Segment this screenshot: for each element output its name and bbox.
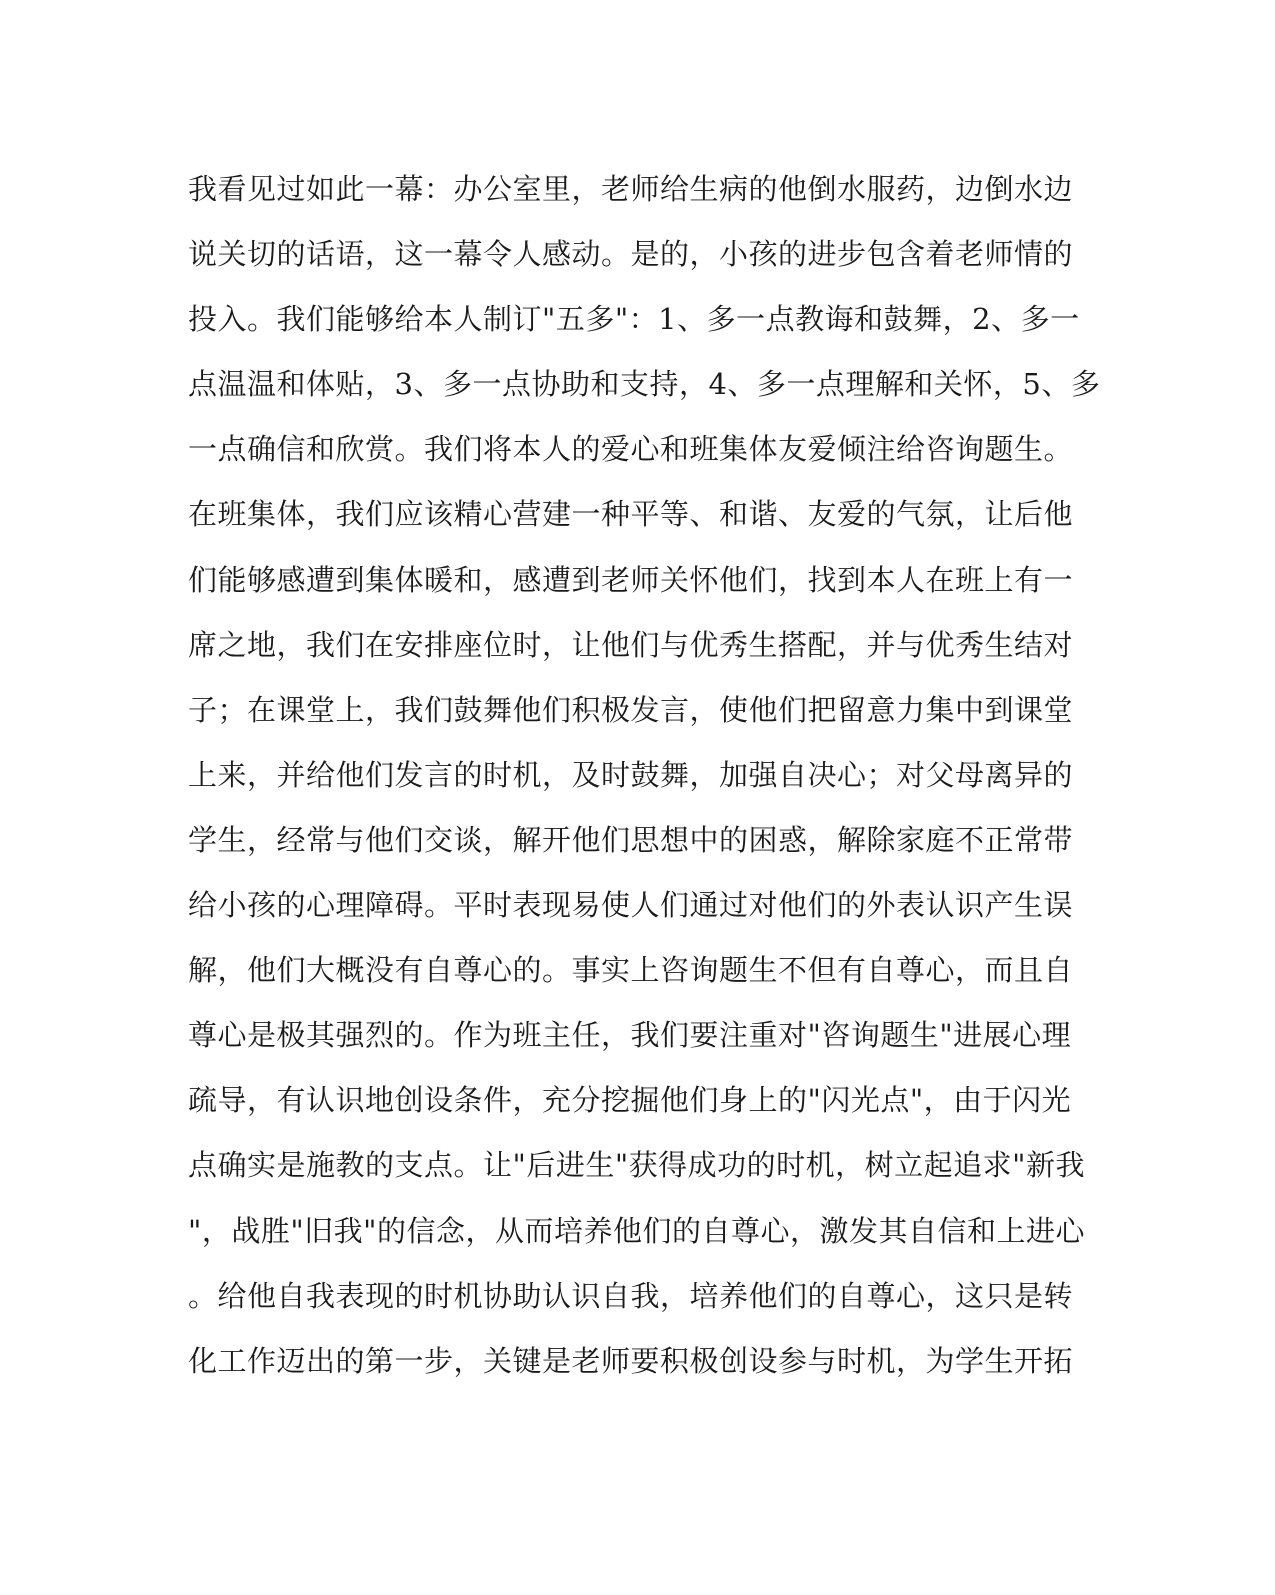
text-line: 子；在课堂上，我们鼓舞他们积极发言，使他们把留意力集中到课堂 xyxy=(188,692,1074,727)
text-line: 化工作迈出的第一步，关键是老师要积极创设参与时机，为学生开拓 xyxy=(188,1343,1074,1378)
text-line: 疏导，有认识地创设条件，充分挖掘他们身上的"闪光点"，由于闪光 xyxy=(188,1083,1072,1118)
text-line: 们能够感遭到集体暖和，感遭到老师关怀他们，找到本人在班上有一 xyxy=(188,562,1074,597)
text-line: 给小孩的心理障碍。平时表现易使人们通过对他们的外表认识产生误 xyxy=(188,888,1074,923)
text-line: "，战胜"旧我"的信念，从而培养他们的自尊心，激发其自信和上进心 xyxy=(188,1213,1086,1248)
text-line: 一点确信和欣赏。我们将本人的爱心和班集体友爱倾注给咨询题生。 xyxy=(188,432,1074,467)
text-line: 说关切的话语，这一幕令人感动。是的，小孩的进步包含着老师情的 xyxy=(188,237,1074,272)
text-line: 点温温和体贴，3、多一点协助和支持，4、多一点理解和关怀，5、多 xyxy=(188,367,1101,402)
body-text xyxy=(188,163,1101,1400)
text-line: 投入。我们能够给本人制订"五多"：1、多一点教诲和鼓舞，2、多一 xyxy=(188,302,1080,337)
text-line: 我看见过如此一幕：办公室里，老师给生病的他倒水服药，边倒水边 xyxy=(188,172,1074,206)
text-line: 解，他们大概没有自尊心的。事实上咨询题生不但有自尊心，而且自 xyxy=(188,953,1074,988)
text-line: 上来，并给他们发言的时机，及时鼓舞，加强自决心；对父母离异的 xyxy=(188,757,1074,792)
text-line: 点确实是施教的支点。让"后进生"获得成功的时机，树立起追求"新我 xyxy=(188,1148,1086,1183)
text-line: 学生，经常与他们交谈，解开他们思想中的困惑，解除家庭不正常带 xyxy=(188,822,1074,857)
text-line: 席之地，我们在安排座位时，让他们与优秀生搭配，并与优秀生结对 xyxy=(188,627,1074,662)
text-line: 尊心是极其强烈的。作为班主任，我们要注重对"咨询题生"进展心理 xyxy=(188,1018,1072,1053)
text-line: 。给他自我表现的时机协助认识自我，培养他们的自尊心，这只是转 xyxy=(188,1278,1074,1313)
text-line: 在班集体，我们应该精心营建一种平等、和谐、友爱的气氛，让后他 xyxy=(188,497,1074,532)
